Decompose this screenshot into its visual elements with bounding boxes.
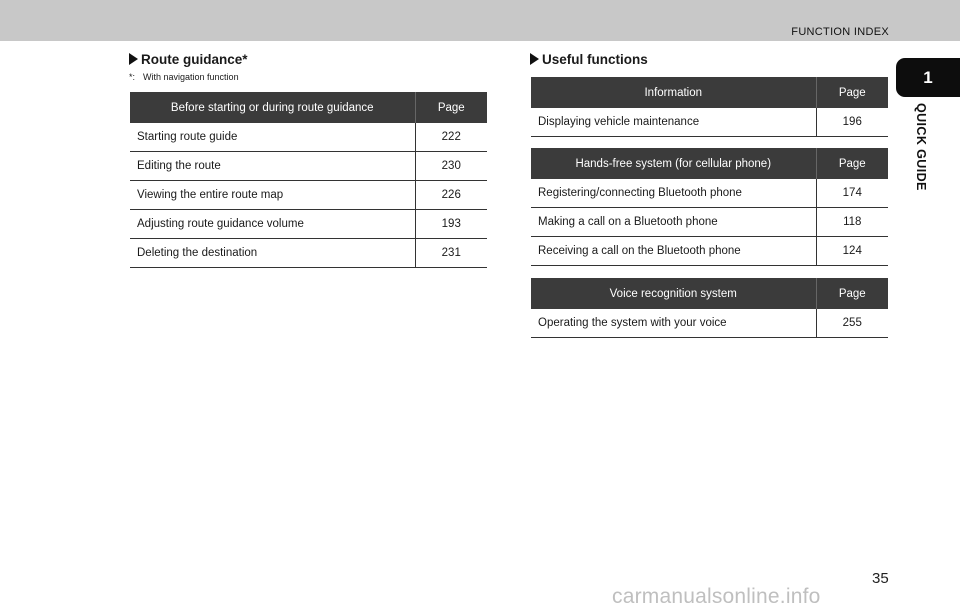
row-page-link[interactable]: 222 xyxy=(415,123,487,152)
table-heading: Information xyxy=(531,77,816,108)
table-row xyxy=(130,210,487,239)
table-header-row xyxy=(531,77,888,108)
arrow-right-icon xyxy=(129,53,138,65)
row-label: Editing the route xyxy=(130,152,415,181)
page-column-heading: Page xyxy=(816,148,888,179)
information-table xyxy=(531,77,888,137)
row-label: Receiving a call on the Bluetooth phone xyxy=(531,237,816,266)
row-page-link[interactable]: 231 xyxy=(415,239,487,268)
chapter-label: QUICK GUIDE xyxy=(914,103,928,191)
row-label: Starting route guide xyxy=(130,123,415,152)
table-header-row xyxy=(130,92,487,123)
table-header-row xyxy=(531,278,888,309)
row-label: Adjusting route guidance volume xyxy=(130,210,415,239)
table-row xyxy=(130,181,487,210)
table-row xyxy=(531,309,888,338)
hands-free-table xyxy=(531,148,888,266)
row-label: Viewing the entire route map xyxy=(130,181,415,210)
route-guidance-heading xyxy=(129,52,248,67)
section-header-title: FUNCTION INDEX xyxy=(791,26,889,38)
row-page-link[interactable]: 255 xyxy=(816,309,888,338)
useful-functions-title: Useful functions xyxy=(542,52,648,67)
page-column-heading: Page xyxy=(816,77,888,108)
row-page-link[interactable]: 124 xyxy=(816,237,888,266)
row-page-link[interactable]: 226 xyxy=(415,181,487,210)
table-row xyxy=(130,123,487,152)
footnote-text: With navigation function xyxy=(143,72,239,82)
row-label: Displaying vehicle maintenance xyxy=(531,108,816,137)
route-guidance-title: Route guidance* xyxy=(141,52,248,67)
row-label: Making a call on a Bluetooth phone xyxy=(531,208,816,237)
row-page-link[interactable]: 196 xyxy=(816,108,888,137)
footnote-mark: *: xyxy=(129,72,136,82)
table-heading: Hands-free system (for cellular phone) xyxy=(531,148,816,179)
row-page-link[interactable]: 118 xyxy=(816,208,888,237)
table-heading: Voice recognition system xyxy=(531,278,816,309)
table-row xyxy=(531,108,888,137)
arrow-right-icon xyxy=(530,53,539,65)
chapter-number: 1 xyxy=(923,67,933,87)
page-column-heading: Page xyxy=(415,92,487,123)
chapter-tab[interactable] xyxy=(896,58,960,97)
row-label: Deleting the destination xyxy=(130,239,415,268)
table-row xyxy=(130,152,487,181)
table-row xyxy=(130,239,487,268)
voice-recognition-table xyxy=(531,278,888,338)
watermark: carmanualsonline.info xyxy=(612,585,821,608)
row-label: Operating the system with your voice xyxy=(531,309,816,338)
row-label: Registering/connecting Bluetooth phone xyxy=(531,179,816,208)
page-number: 35 xyxy=(872,570,889,587)
route-guidance-table xyxy=(130,92,487,268)
row-page-link[interactable]: 193 xyxy=(415,210,487,239)
table-header-row xyxy=(531,148,888,179)
table-row xyxy=(531,208,888,237)
row-page-link[interactable]: 230 xyxy=(415,152,487,181)
page-column-heading: Page xyxy=(816,278,888,309)
useful-functions-heading xyxy=(530,52,648,67)
row-page-link[interactable]: 174 xyxy=(816,179,888,208)
table-heading: Before starting or during route guidance xyxy=(130,92,415,123)
table-row xyxy=(531,237,888,266)
table-row xyxy=(531,179,888,208)
footnote xyxy=(129,72,239,82)
